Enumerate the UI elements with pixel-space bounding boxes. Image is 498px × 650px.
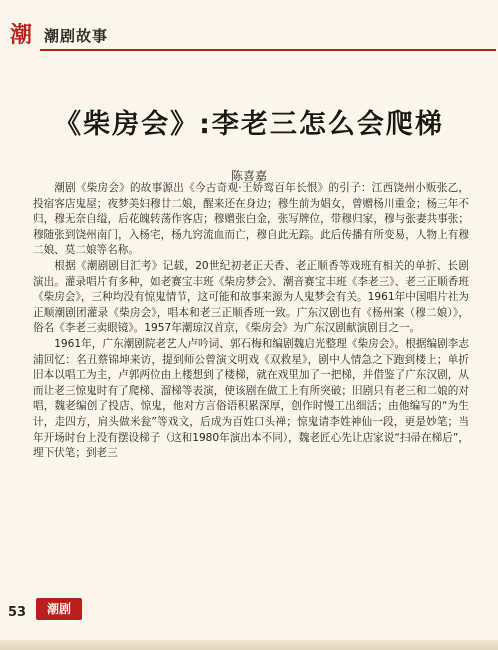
article-body <box>33 181 469 462</box>
footer-logo: 潮剧 <box>36 598 82 620</box>
page-header <box>0 0 498 56</box>
paragraph: 根据《潮剧剧目汇考》记载，20世纪初老正天香、老正顺香等戏班有相关的单折、长剧演出。灌录唱片有多种，如老赛宝丰班《柴房梦会》、潮音赛宝丰班《李老三》、老三正顺香班《柴房会》，三种均没有惊鬼情节，这可能和故事来源为人鬼梦会有关。1961年中国唱片社为正顺潮剧团灌录《柴房会》，唱本和老三正顺香班一致。广东汉剧也有《杨州案（穆二娘）》，俗名《李老三卖眼镜》。1957年潮琼汉首京，《柴房会》为广东汉剧献演剧目之一。 <box>33 259 469 335</box>
paragraph: 1961年，广东潮剧院老艺人卢吟词、郭石梅和编剧魏启光整理《柴房会》。根据编剧李志浦回忆：名丑蔡锦坤来访，提到师公曾演文明戏《双救星》，剧中人情急之下跑到楼上；单折旧本以唱工为主，卢郭两位由上楼想到了楼梯，就在戏里加了一把梯，并借鉴了广东汉剧，从而让老三惊鬼时有了爬梯、溜梯等表演，使该剧在做工上有所突破；旧剧只有老三和二娘的对唱，魏老编创了投店、惊鬼，他对方言俗语积累深厚，创作时慢工出细活；由他编写的“为生计，走四方，肩头做米瓮”等戏文，后成为百姓口头禅；惊鬼请李姓神仙一段，更是妙笔；当年开场时台上没有摆设梯子（这和1980年演出本不同），魏老匠心先让店家说“扫帚在梯后”，埋下伏笔；到老三 <box>33 337 469 460</box>
page-number: 53 <box>8 605 27 620</box>
article-author: 陈喜嘉 <box>230 169 267 183</box>
section-title: 潮剧故事 <box>44 27 109 45</box>
header-divider <box>40 49 496 51</box>
publication-logo-mark: 潮 <box>9 22 32 48</box>
article-title: 《柴房会》:李老三怎么会爬梯 <box>54 109 444 140</box>
paragraph: 潮剧《柴房会》的故事源出《今古奇观·王娇鸾百年长恨》的引子：江西饶州小贩张乙，投宿客店鬼屋；夜梦美妇穆廿二娘，醒来还在身边；穆生前为娼女，曾赠杨川重金；杨三年不归，穆无奈自缢，后花魄转荡作客店；穆赠张白金，张写牌位，带穆归家，穆与张妻共事张；穆随张到饶州南门，入杨宅，杨九窍流血而亡，穆自此无踪。此后传播有所变易，人物上有穆二娘、莫二娘等名称。 <box>33 182 469 257</box>
page-edge <box>0 640 498 650</box>
